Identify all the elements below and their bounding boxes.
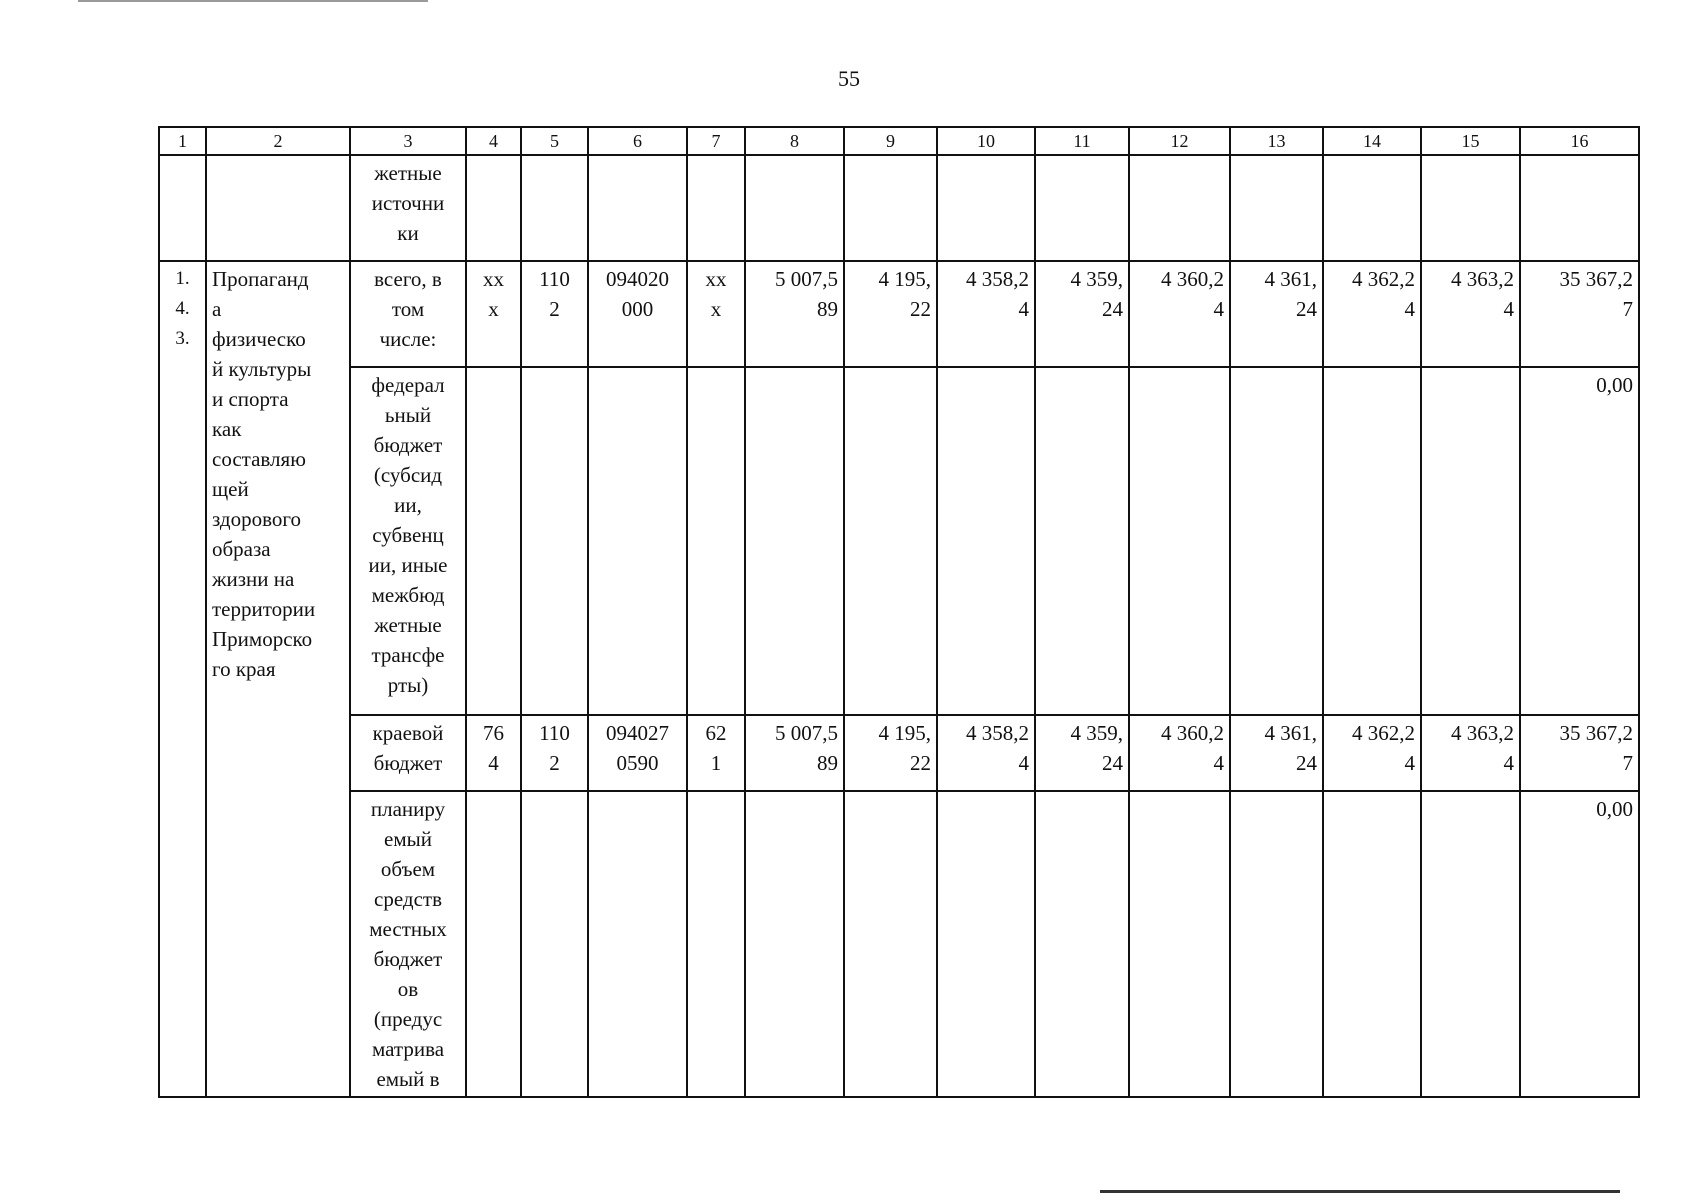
value-cell: 4 360,2 4 <box>1129 261 1230 367</box>
section-code-cell: 110 2 <box>521 715 588 791</box>
source-cell: жетные источни ки <box>350 155 466 261</box>
header-cell: 6 <box>588 127 687 155</box>
header-cell: 9 <box>844 127 937 155</box>
value-cell: 4 363,2 4 <box>1421 261 1520 367</box>
budget-table <box>158 126 1640 1098</box>
scan-edge-top <box>78 0 428 2</box>
source-cell: всего, в том числе: <box>350 261 466 367</box>
header-cell: 5 <box>521 127 588 155</box>
value-cell: 4 362,2 4 <box>1323 715 1421 791</box>
value-cell: 4 363,2 4 <box>1421 715 1520 791</box>
header-cell: 11 <box>1035 127 1129 155</box>
target-code-cell: 094027 0590 <box>588 715 687 791</box>
total-value-cell: 0,00 <box>1520 791 1639 1097</box>
header-cell: 15 <box>1421 127 1520 155</box>
total-value-cell: 0,00 <box>1520 367 1639 715</box>
item-index: 1. 4. 3. <box>159 261 206 1097</box>
expense-type-cell: хх х <box>687 261 745 367</box>
federal-budget-row <box>159 367 1639 715</box>
page-number: 55 <box>838 66 860 91</box>
source-cell: федерал ьный бюджет (субсид ии, субвенц ии, иные межбюд жетные трансфе рты) <box>350 367 466 715</box>
column-number-row <box>159 127 1639 155</box>
header-cell: 14 <box>1323 127 1421 155</box>
value-cell: 4 195, 22 <box>844 261 937 367</box>
value-cell: 4 361, 24 <box>1230 261 1323 367</box>
scan-edge-bottom <box>1100 1190 1620 1193</box>
continuation-row <box>159 155 1639 261</box>
item-name: Пропаганд а физическо й культуры и спорта как составляю щей здорового образа жизни на территории Приморско го края <box>206 261 350 1097</box>
section-code-cell: 110 2 <box>521 261 588 367</box>
source-cell: краевой бюджет <box>350 715 466 791</box>
value-cell: 4 361, 24 <box>1230 715 1323 791</box>
gr-code-cell: 76 4 <box>466 715 521 791</box>
value-cell: 4 359, 24 <box>1035 715 1129 791</box>
header-cell: 12 <box>1129 127 1230 155</box>
expense-type-cell: 62 1 <box>687 715 745 791</box>
value-cell: 4 362,2 4 <box>1323 261 1421 367</box>
header-cell: 4 <box>466 127 521 155</box>
value-cell: 4 358,2 4 <box>937 261 1035 367</box>
header-cell: 2 <box>206 127 350 155</box>
value-cell: 4 358,2 4 <box>937 715 1035 791</box>
value-cell: 5 007,5 89 <box>745 261 844 367</box>
regional-budget-row <box>159 715 1639 791</box>
header-cell: 3 <box>350 127 466 155</box>
header-cell: 13 <box>1230 127 1323 155</box>
value-cell: 5 007,5 89 <box>745 715 844 791</box>
gr-code-cell: хх х <box>466 261 521 367</box>
header-cell: 7 <box>687 127 745 155</box>
header-cell: 16 <box>1520 127 1639 155</box>
local-budget-row <box>159 791 1639 1097</box>
total-row <box>159 261 1639 367</box>
value-cell: 4 360,2 4 <box>1129 715 1230 791</box>
header-cell: 10 <box>937 127 1035 155</box>
total-value-cell: 35 367,2 7 <box>1520 261 1639 367</box>
header-cell: 1 <box>159 127 206 155</box>
total-value-cell: 35 367,2 7 <box>1520 715 1639 791</box>
target-code-cell: 094020 000 <box>588 261 687 367</box>
header-cell: 8 <box>745 127 844 155</box>
value-cell: 4 359, 24 <box>1035 261 1129 367</box>
source-cell: планиру емый объем средств местных бюджет ов (предус матрива емый в <box>350 791 466 1097</box>
value-cell: 4 195, 22 <box>844 715 937 791</box>
